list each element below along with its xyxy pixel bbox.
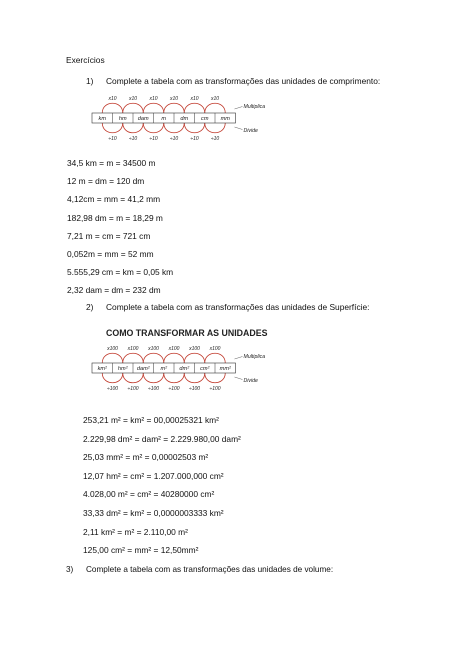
answer-line: 4.028,00 m² = cm² = 40280000 cm² bbox=[83, 489, 215, 500]
divide-arc bbox=[164, 123, 185, 133]
unit-cell: cm bbox=[201, 115, 209, 122]
answer-line: 12 m = dm = 120 dm bbox=[67, 176, 145, 187]
divide-operator: ÷10 bbox=[149, 136, 158, 142]
divide-operator: ÷100 bbox=[168, 386, 180, 392]
answer-line: 182,98 dm = m = 18,29 m bbox=[67, 212, 163, 223]
divide-operator: ÷100 bbox=[209, 386, 221, 392]
multiply-operator: x100 bbox=[127, 346, 139, 352]
length-conversion-diagram bbox=[86, 93, 286, 153]
answer-line: 12,07 hm² = cm² = 1.207.000,000 cm² bbox=[83, 470, 224, 481]
unit-cell: km bbox=[98, 115, 106, 122]
divide-arc bbox=[143, 123, 164, 133]
unit-cell: dm² bbox=[179, 365, 190, 372]
multiply-operator: x100 bbox=[168, 346, 180, 352]
divide-operator: ÷100 bbox=[106, 386, 119, 392]
multiply-arc bbox=[205, 353, 226, 363]
multiply-arc bbox=[143, 103, 164, 113]
question-3-number: 3) bbox=[66, 565, 74, 574]
unit-cell: m bbox=[161, 115, 167, 122]
multiply-operator: x10 bbox=[190, 96, 199, 102]
divide-operator: ÷10 bbox=[169, 136, 179, 142]
multiply-arc bbox=[102, 103, 123, 113]
divide-arc bbox=[164, 373, 185, 383]
unit-cell: km² bbox=[97, 365, 107, 372]
answer-line: 2,32 dam = dm = 232 dm bbox=[67, 285, 161, 296]
divide-arc bbox=[205, 123, 226, 133]
divide-arc bbox=[184, 123, 205, 133]
divide-pointer bbox=[235, 127, 243, 130]
question-1-number: 1) bbox=[86, 76, 94, 86]
divide-arc bbox=[143, 373, 164, 383]
answer-line: 7,21 m = cm = 721 cm bbox=[67, 230, 151, 241]
unit-cell: m² bbox=[160, 365, 168, 372]
unit-cell: hm bbox=[118, 115, 127, 122]
multiply-arc bbox=[184, 103, 205, 113]
page-title: Exercícios bbox=[66, 55, 105, 65]
divide-operator: ÷100 bbox=[188, 386, 201, 392]
divide-arc bbox=[205, 373, 226, 383]
unit-cell: dam² bbox=[136, 365, 150, 372]
divide-label: Divide bbox=[243, 378, 258, 384]
unit-cell: cm² bbox=[200, 365, 210, 372]
area-conversion-diagram bbox=[86, 327, 286, 405]
multiply-arc bbox=[164, 353, 185, 363]
divide-arc bbox=[123, 373, 144, 383]
multiply-label: Multiplica bbox=[243, 354, 266, 360]
answer-line: 253,21 m² = km² = 00,00025321 km² bbox=[83, 415, 219, 425]
multiply-pointer bbox=[235, 107, 243, 110]
divide-arc bbox=[184, 373, 205, 383]
answer-line: 4,12cm = mm = 41,2 mm bbox=[67, 194, 161, 205]
answer-line: 33,33 dm² = km² = 0,0000003333 km² bbox=[83, 508, 224, 518]
unit-cell: dm bbox=[180, 115, 189, 122]
multiply-operator: x10 bbox=[210, 96, 220, 102]
multiply-arc bbox=[184, 353, 205, 363]
multiply-arc bbox=[205, 103, 226, 113]
question-1-text: Complete a tabela com as transformações das unidades de comprimento: bbox=[106, 76, 381, 86]
divide-arc bbox=[123, 123, 144, 133]
length-conversion-svg bbox=[86, 93, 286, 153]
multiply-label: Multiplica bbox=[243, 104, 266, 110]
divide-pointer bbox=[235, 377, 243, 380]
answer-line: 5.555,29 cm = km = 0,05 km bbox=[67, 267, 174, 278]
multiply-operator: x10 bbox=[149, 96, 158, 102]
multiply-arc bbox=[123, 103, 144, 113]
multiply-arc bbox=[102, 353, 123, 363]
unit-cell: hm² bbox=[117, 365, 128, 372]
question-3 bbox=[66, 566, 333, 574]
unit-cell: mm² bbox=[219, 365, 231, 372]
multiply-pointer bbox=[235, 357, 243, 360]
question-2-number: 2) bbox=[86, 302, 94, 312]
question-1 bbox=[86, 77, 380, 85]
multiply-operator: x100 bbox=[148, 346, 159, 352]
divide-arc bbox=[102, 123, 123, 133]
unit-cell: mm bbox=[220, 115, 230, 122]
question-2 bbox=[86, 303, 370, 311]
answer-line: 34,5 km = m = 34500 m bbox=[67, 158, 156, 168]
multiply-operator: x10 bbox=[169, 96, 179, 102]
answer-line: 0,052m = mm = 52 mm bbox=[67, 249, 154, 259]
area-conversion-svg bbox=[86, 327, 286, 405]
divide-operator: ÷100 bbox=[127, 386, 139, 392]
answer-line: 25,03 mm² = m² = 0,00002503 m² bbox=[83, 452, 209, 463]
divide-operator: ÷100 bbox=[147, 386, 160, 392]
multiply-operator: x10 bbox=[128, 96, 138, 102]
divide-operator: ÷10 bbox=[190, 136, 199, 142]
multiply-operator: x100 bbox=[107, 346, 118, 352]
answer-line: 2,11 km² = m² = 2.110,00 m² bbox=[83, 526, 188, 537]
divide-operator: ÷10 bbox=[128, 136, 138, 142]
multiply-operator: x100 bbox=[209, 346, 221, 352]
diagram-title: COMO TRANSFORMAR AS UNIDADES bbox=[106, 328, 268, 338]
answer-line: 125,00 cm² = mm² = 12,50mm² bbox=[83, 545, 199, 556]
divide-operator: ÷10 bbox=[108, 136, 117, 142]
question-2-text: Complete a tabela com as transformações das unidades de Superfície: bbox=[106, 302, 370, 312]
answer-line: 2.229,98 dm² = dam² = 2.229.980,00 dam² bbox=[83, 433, 241, 444]
divide-operator: ÷10 bbox=[210, 136, 220, 142]
multiply-operator: x100 bbox=[189, 346, 200, 352]
divide-label: Divide bbox=[243, 128, 258, 134]
multiply-arc bbox=[123, 353, 144, 363]
multiply-arc bbox=[143, 353, 164, 363]
multiply-arc bbox=[164, 103, 185, 113]
multiply-operator: x10 bbox=[108, 96, 117, 102]
unit-cell: dam bbox=[137, 115, 149, 122]
question-3-text: Complete a tabela com as transformações das unidades de volume: bbox=[86, 565, 334, 574]
divide-arc bbox=[102, 373, 123, 383]
